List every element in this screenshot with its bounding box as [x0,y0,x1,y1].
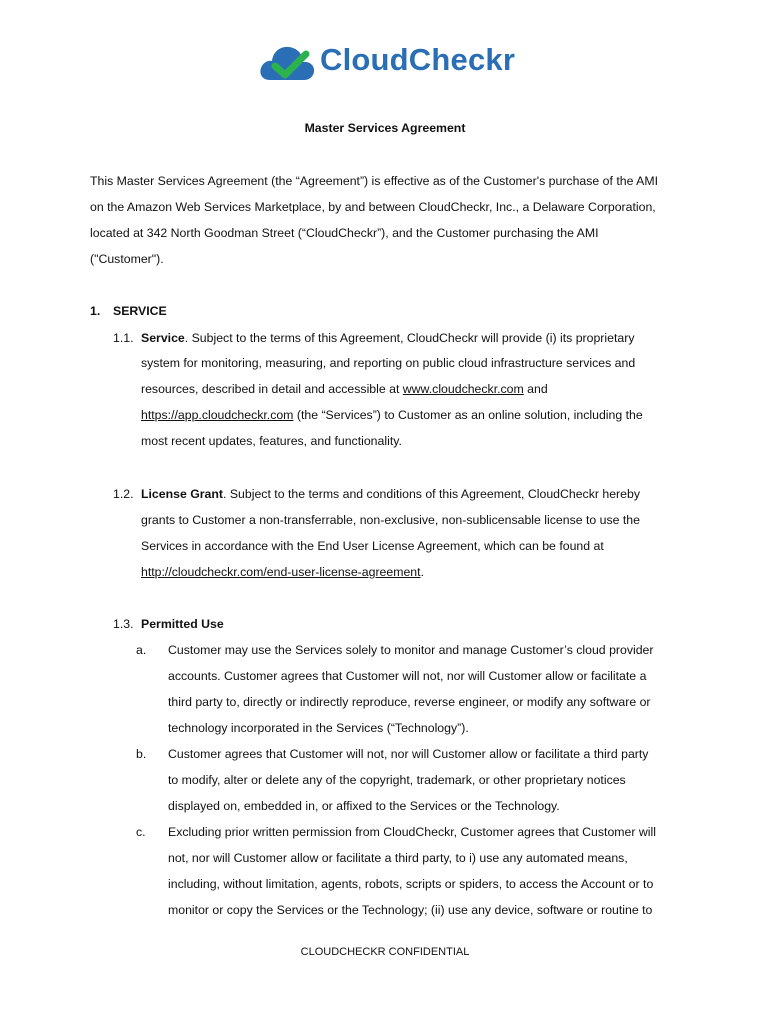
list-item-line: technology incorporated in the Services (“Technology”). [168,721,469,735]
document-title: Master Services Agreement [304,121,466,135]
intro-line-1: This Master Services Agreement (the “Agreement”) is effective as of the Customer's purchase of the AMI [90,174,659,188]
list-item-letter: b. [136,747,147,761]
list-item-line: not, nor will Customer allow or facilitate a third party, to i) use any automated means, [168,851,628,865]
section-1-1-line-1-text: . Subject to the terms of this Agreement, CloudCheckr will provide (i) its proprietary [184,331,635,345]
section-1-1-line-4 [141,407,643,423]
section-1-1-line-2: system for monitoring, measuring, and reporting on public cloud infrastructure services and [141,356,636,370]
section-1-number: 1. [90,304,101,318]
list-item-line: accounts. Customer agrees that Customer will not, nor will Customer allow or facilitate a [168,669,647,683]
list-item-line: monitor or copy the Services or the Technology; (ii) use any device, software or routine to [168,903,653,917]
list-item-line: Customer may use the Services solely to monitor and manage Customer’s cloud provider [168,643,654,657]
section-1-3-title: Permitted Use [141,617,224,631]
section-1-heading: SERVICE [113,304,167,318]
confidential-footer: CLOUDCHECKR CONFIDENTIAL [300,946,470,958]
section-1-1-line-3-end: and [523,382,548,396]
eula-link[interactable]: http://cloudcheckr.com/end-user-license-agreement [141,565,421,579]
section-1-1-line-3 [141,381,548,397]
list-item-line: displayed on, embedded in, or affixed to the Services or the Technology. [168,799,560,813]
cloud-check-icon [258,40,318,84]
section-1-1-number: 1.1. [113,331,134,345]
app-link[interactable]: https://app.cloudcheckr.com [141,408,294,422]
list-item-line: third party to, directly or indirectly reproduce, reverse engineer, or modify any software or [168,695,651,709]
logo-text: CloudCheckr [320,42,516,77]
list-item-line: including, without limitation, agents, robots, scripts or spiders, to access the Account or to [168,877,654,891]
section-1-3-number: 1.3. [113,617,134,631]
list-item-letter: a. [136,643,147,657]
section-1-2-line-4 [141,564,424,580]
section-1-1-line-1 [141,330,634,346]
list-item-letter: c. [136,825,146,839]
section-1-1-line-4-text: (the “Services”) to Customer as an online solution, including the [293,408,643,422]
section-1-2-line-4-end: . [420,565,424,579]
intro-line-2: on the Amazon Web Services Marketplace, by and between CloudCheckr, Inc., a Delaware Corporation, [90,200,656,214]
section-1-1-title: Service [141,331,185,345]
section-1-2-line-2: grants to Customer a non-transferrable, non-exclusive, non-sublicensable license to use the [141,513,640,527]
list-item-line: Excluding prior written permission from CloudCheckr, Customer agrees that Customer will [168,825,656,839]
section-1-2-title: License Grant [141,487,224,501]
section-1-2-line-3: Services in accordance with the End User License Agreement, which can be found at [141,539,604,553]
section-1-2-number: 1.2. [113,487,134,501]
intro-line-4: ("Customer"). [90,252,164,266]
section-1-2-line-1-text: . Subject to the terms and conditions of this Agreement, CloudCheckr hereby [223,487,640,501]
list-item-line: Customer agrees that Customer will not, nor will Customer allow or facilitate a third party [168,747,649,761]
section-1-1-line-5: most recent updates, features, and functionality. [141,434,402,448]
website-link[interactable]: www.cloudcheckr.com [402,382,524,396]
section-1-2-line-1 [141,486,640,502]
cloudcheckr-logo [258,38,518,86]
intro-line-3: located at 342 North Goodman Street (“CloudCheckr”), and the Customer purchasing the AMI [90,226,599,240]
section-1-1-line-3-text: resources, described in detail and accessible at [141,382,403,396]
list-item-line: to modify, alter or delete any of the copyright, trademark, or other proprietary notices [168,773,626,787]
